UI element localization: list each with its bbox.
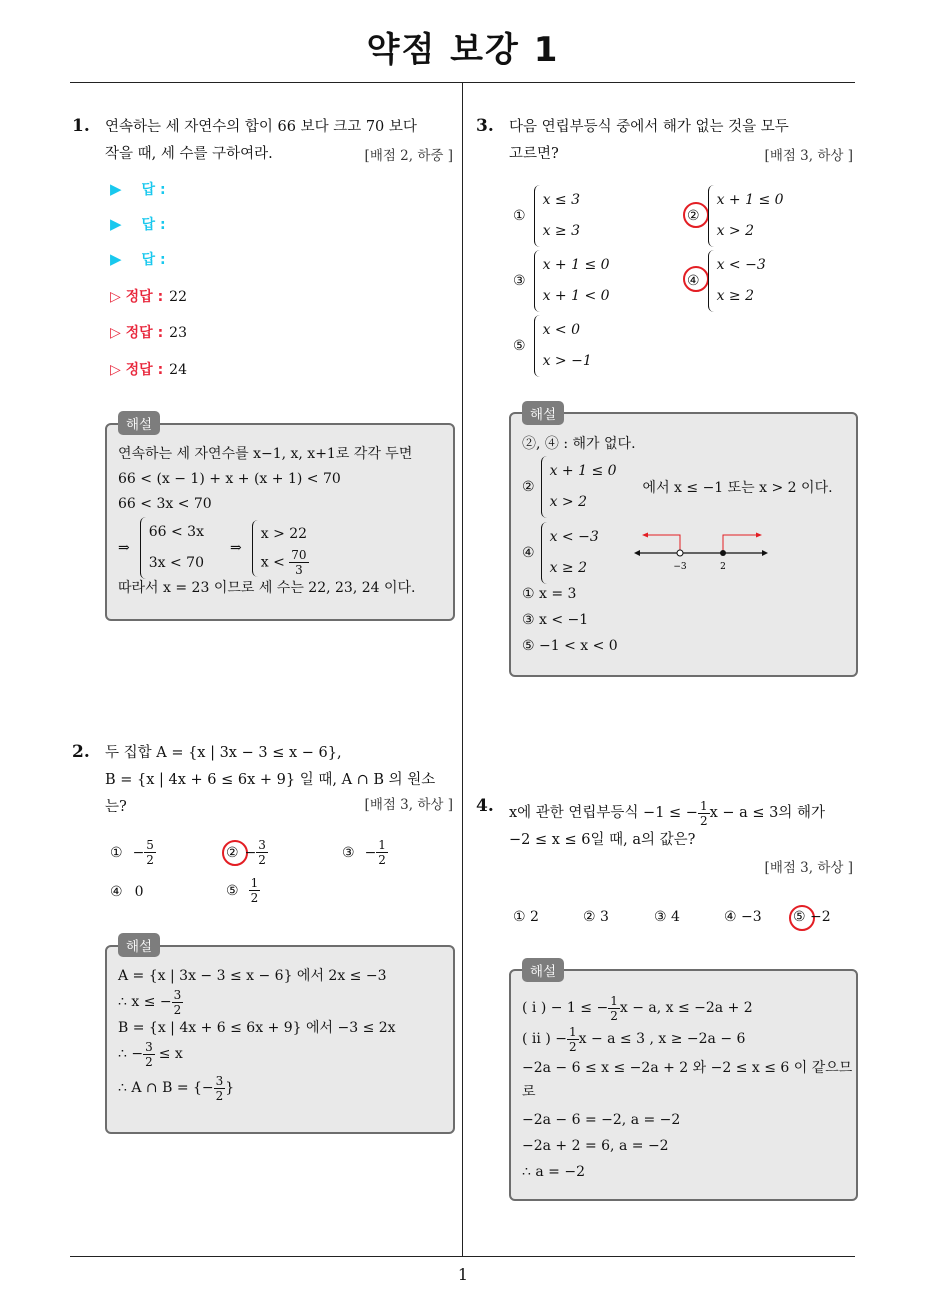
- range-left: [646, 535, 680, 553]
- explanation-2-line2: [118, 988, 183, 1017]
- explanation-3-result-3: ③ x < −1: [522, 612, 589, 628]
- denominator: 2: [250, 891, 259, 905]
- question-text: x에 관한 연립부등식 −1 ≤ −: [509, 805, 698, 821]
- math-text: ∴ A ∩ B = {−: [118, 1080, 214, 1096]
- inequality-system: [534, 250, 610, 312]
- system-line: x + 1 ≤ 0: [549, 463, 617, 479]
- explanation-2-line3: B = {x | 4x + 6 ≤ 6x + 9} 에서 −3 ≤ 2x: [118, 1020, 396, 1036]
- fraction: [143, 1040, 155, 1069]
- play-icon: ▶: [110, 250, 122, 268]
- closed-point: [720, 550, 726, 556]
- denominator: 2: [215, 1089, 224, 1103]
- range-right-arrow-icon: [756, 533, 762, 538]
- explanation-4-line1: [522, 994, 753, 1023]
- correct-answer-2: [110, 322, 187, 342]
- choice-label: ①: [110, 844, 123, 861]
- explanation-2-line4: [118, 1040, 183, 1069]
- question-4-number: 4.: [476, 796, 494, 816]
- math-text: }: [225, 1080, 235, 1096]
- choice-4[interactable]: ④ −3: [724, 909, 762, 925]
- numerator: 1: [699, 799, 708, 813]
- choice-2[interactable]: ② 3: [583, 909, 609, 925]
- numerator: 5: [146, 838, 154, 852]
- explanation-1-text: [118, 442, 448, 517]
- math-text: ∴ x ≤ −: [118, 994, 172, 1010]
- explanation-4-line2: [522, 1025, 745, 1054]
- numerator: 1: [568, 1025, 577, 1039]
- numerator: 3: [173, 988, 182, 1002]
- fraction: [698, 799, 710, 828]
- question-2-meta: [배점 3, 하상 ]: [364, 797, 453, 813]
- choice-1[interactable]: [513, 185, 580, 247]
- fraction: [289, 548, 308, 577]
- page-number: 1: [457, 1265, 469, 1284]
- choice-5[interactable]: [513, 315, 592, 377]
- question-2-number: 2.: [72, 742, 90, 762]
- explanation-4-line4: −2a − 6 = −2, a = −2: [522, 1112, 681, 1128]
- choice-value: 0: [134, 884, 144, 900]
- math-text: x − a, x ≤ −2a + 2: [619, 1000, 753, 1016]
- math-text: x − a ≤ 3 , x ≥ −2a − 6: [578, 1031, 746, 1047]
- choice-label: ⑤: [226, 882, 239, 899]
- choice-5[interactable]: ⑤ −2: [793, 909, 831, 925]
- sign: −: [364, 844, 377, 861]
- correct-value: 23: [169, 325, 187, 341]
- system-line: x + 1 ≤ 0: [542, 257, 610, 273]
- explanation-tag-2: 해설: [118, 933, 160, 957]
- inequality-system: [708, 185, 784, 247]
- arrow-left-icon: [634, 550, 640, 556]
- answer-field-1[interactable]: [110, 179, 166, 199]
- system-line: x < 0: [542, 322, 580, 338]
- choice-label: ①: [513, 208, 526, 224]
- system-line: x > −1: [542, 353, 592, 369]
- system-1: [140, 517, 204, 579]
- range-left-arrow-icon: [642, 533, 648, 538]
- fraction: [567, 1025, 579, 1054]
- denominator: 2: [378, 853, 386, 867]
- question-4-meta: [배점 3, 하상 ]: [764, 860, 853, 876]
- numerator: 3: [145, 1040, 153, 1054]
- choice-4[interactable]: [110, 884, 143, 900]
- denominator: 2: [699, 814, 708, 828]
- numerator: 3: [258, 838, 266, 852]
- explanation-4-line3: −2a − 6 ≤ x ≤ −2a + 2 와 −2 ≤ x ≤ 6 이 같으므: [522, 1060, 853, 1076]
- denominator: 3: [295, 562, 303, 577]
- math-text: ( ii ) −: [522, 1031, 567, 1047]
- play-icon: ▶: [110, 180, 122, 198]
- explanation-line: 66 < 3x < 70: [118, 496, 212, 512]
- question-1-meta: [배점 2, 하중 ]: [364, 148, 453, 164]
- system-line: x > 2: [549, 494, 587, 510]
- system-line: 3x < 70: [148, 555, 204, 571]
- inequality-system: [534, 315, 592, 377]
- choice-4[interactable]: [687, 250, 766, 312]
- tick-label: −3: [673, 562, 687, 572]
- denominator: 2: [146, 853, 154, 867]
- question-text: x − a ≤ 3의 해가: [709, 805, 826, 821]
- correct-answer-1: [110, 286, 187, 306]
- choice-label: ④: [110, 884, 123, 900]
- denominator: 2: [568, 1040, 577, 1054]
- question-2-line2: B = {x | 4x + 6 ≤ 6x + 9} 일 때, A ∩ B 의 원소는?: [105, 772, 436, 815]
- system-line: x > 22: [260, 525, 308, 542]
- explanation-3-case-2: [522, 456, 833, 518]
- choice-1[interactable]: ① 2: [513, 909, 539, 925]
- choice-label: ⑤: [513, 338, 526, 354]
- explanation-2-line5: [118, 1074, 234, 1103]
- question-3-meta: [배점 3, 하상 ]: [764, 148, 853, 164]
- numerator: 70: [291, 547, 307, 562]
- system-2: [252, 520, 309, 577]
- choice-label: ③: [513, 273, 526, 289]
- inequality-system: [541, 522, 599, 584]
- numerator: 3: [215, 1074, 224, 1088]
- answer-label: 답 :: [141, 217, 166, 233]
- question-1-line2: 작을 때, 세 수를 구하여라.: [105, 146, 273, 162]
- system-line: 66 < 3x: [148, 524, 204, 540]
- explanation-1-systems: [118, 517, 309, 579]
- choice-5[interactable]: [226, 876, 260, 905]
- question-2-line1: 두 집합 A = {x | 3x − 3 ≤ x − 6},: [105, 745, 342, 761]
- fraction: [249, 876, 261, 905]
- question-1-number: 1.: [72, 116, 90, 136]
- numerator: 1: [610, 994, 618, 1008]
- explanation-line: 66 < (x − 1) + x + (x + 1) < 70: [118, 471, 341, 487]
- inequality-system: [534, 185, 580, 247]
- explanation-4-line6: ∴ a = −2: [522, 1164, 585, 1180]
- choice-2[interactable]: [687, 185, 784, 247]
- question-4-line1: [509, 799, 825, 828]
- choice-3[interactable]: ③ 4: [654, 909, 680, 925]
- question-4-line2: −2 ≤ x ≤ 6일 때, a의 값은?: [509, 832, 696, 848]
- correct-answer-3: [110, 359, 187, 379]
- triangle-outline-icon: ▷: [110, 362, 126, 378]
- triangle-outline-icon: ▷: [110, 325, 126, 341]
- choice-1[interactable]: [110, 838, 156, 867]
- fraction: [172, 988, 184, 1017]
- choice-2[interactable]: [226, 838, 268, 867]
- answer-label: 답 :: [141, 182, 166, 198]
- choice-3[interactable]: [513, 250, 610, 312]
- footer-rule: [70, 1256, 855, 1257]
- choice-label: ④: [522, 545, 535, 561]
- math-text: ≤ x: [158, 1046, 183, 1062]
- denominator: 2: [610, 1009, 618, 1023]
- explanation-line: 연속하는 세 자연수를 x−1, x, x+1로 각각 두면: [118, 446, 413, 462]
- tick-label: 2: [720, 562, 726, 572]
- arrow: ⇒: [118, 540, 130, 556]
- choice-label: ③: [342, 844, 355, 861]
- inequality-system: [708, 250, 766, 312]
- correct-label: 정답 :: [125, 289, 164, 305]
- choice-label: ④: [687, 273, 700, 289]
- correct-value: 24: [169, 362, 187, 378]
- explanation-4-line3b: 로: [522, 1084, 536, 1100]
- system-line: x ≥ 3: [542, 223, 580, 239]
- fraction: [214, 1074, 226, 1103]
- number-line: [630, 525, 770, 575]
- answer-label: 답 :: [141, 252, 166, 268]
- explanation-tag-1: 해설: [118, 411, 160, 435]
- system-line: x < −3: [716, 257, 766, 273]
- question-3-line1: 다음 연립부등식 중에서 해가 없는 것을 모두: [509, 119, 789, 135]
- choice-label: ②: [522, 479, 535, 495]
- explanation-3-result-5: ⑤ −1 < x < 0: [522, 638, 618, 654]
- explanation-text: 에서 x ≤ −1 또는 x > 2 이다.: [642, 480, 833, 496]
- choice-label: ②: [226, 844, 239, 861]
- explanation-4-line5: −2a + 2 = 6, a = −2: [522, 1138, 669, 1154]
- page-title: 약점 보강 1: [366, 30, 560, 70]
- math-text: ∴ −: [118, 1046, 144, 1062]
- range-right: [723, 535, 758, 553]
- system-text: x <: [260, 554, 285, 570]
- question-3-line2: 고르면?: [509, 146, 559, 162]
- system-line: x ≥ 2: [549, 560, 587, 576]
- correct-label: 정답 :: [125, 325, 164, 341]
- explanation-tag-3: 해설: [522, 401, 564, 425]
- explanation-3-result-1: ① x = 3: [522, 586, 577, 602]
- explanation-3-case-4: [522, 522, 599, 584]
- explanation-1-conclusion: 따라서 x = 23 이므로 세 수는 22, 23, 24 이다.: [118, 580, 416, 596]
- question-1-line1: 연속하는 세 자연수의 합이 66 보다 크고 70 보다: [105, 119, 417, 135]
- math-text: ( i ) − 1 ≤ −: [522, 1000, 609, 1016]
- denominator: 2: [145, 1055, 153, 1069]
- system-line: x + 1 < 0: [542, 288, 610, 304]
- triangle-outline-icon: ▷: [110, 289, 126, 305]
- column-divider: [462, 83, 463, 1257]
- explanation-tag-4: 해설: [522, 958, 564, 982]
- system-line: x < −3: [549, 529, 599, 545]
- open-point: [677, 550, 683, 556]
- fraction: [256, 838, 268, 867]
- system-line: x ≤ 3: [542, 192, 580, 208]
- numerator: 1: [250, 876, 259, 890]
- answer-field-3[interactable]: [110, 249, 166, 269]
- numerator: 1: [378, 838, 386, 852]
- sign: −: [244, 844, 257, 861]
- play-icon: ▶: [110, 215, 122, 233]
- choice-label: ②: [687, 208, 700, 224]
- correct-value: 22: [169, 289, 187, 305]
- system-line: x + 1 ≤ 0: [716, 192, 784, 208]
- fraction: [144, 838, 156, 867]
- system-line: [261, 548, 309, 577]
- arrow: ⇒: [229, 540, 242, 556]
- system-line: x ≥ 2: [716, 288, 754, 304]
- explanation-2-line1: A = {x | 3x − 3 ≤ x − 6} 에서 2x ≤ −3: [118, 968, 387, 984]
- answer-field-2[interactable]: [110, 214, 166, 234]
- question-3-number: 3.: [476, 116, 494, 136]
- correct-label: 정답 :: [125, 362, 164, 378]
- sign: −: [132, 844, 145, 861]
- inequality-system: [541, 456, 617, 518]
- explanation-3-head: ②, ④ : 해가 없다.: [522, 436, 636, 452]
- denominator: 2: [173, 1003, 182, 1017]
- fraction: [608, 994, 620, 1023]
- choice-3[interactable]: [342, 838, 388, 867]
- fraction: [376, 838, 388, 867]
- arrow-right-icon: [762, 550, 768, 556]
- denominator: 2: [258, 853, 266, 867]
- system-line: x > 2: [716, 223, 754, 239]
